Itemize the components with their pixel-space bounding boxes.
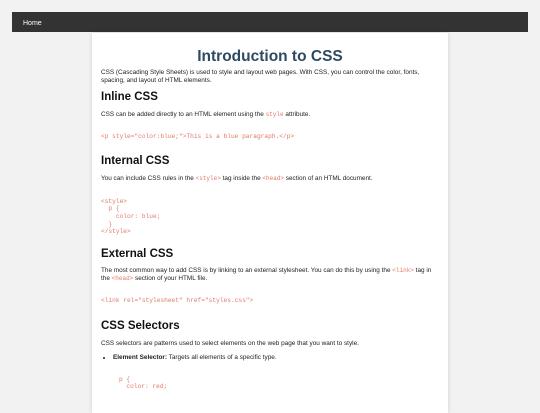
selectors-list xyxy=(101,354,439,362)
element-selector-label: Element Selector: xyxy=(113,354,167,362)
external-css-example: <link rel="stylesheet" href="styles.css"> xyxy=(101,297,254,305)
external-css-heading: External CSS xyxy=(101,247,174,260)
external-code-link: <link> xyxy=(392,266,414,274)
inline-css-example: <p style="color:blue;">This is a blue paragraph.</p> xyxy=(101,132,295,140)
inline-css-text: CSS can be added directly to an HTML element using the style attribute. xyxy=(101,110,311,118)
css-selectors-text: CSS selectors are patterns used to select elements on the web page that you want to style. xyxy=(101,339,359,347)
external-css-text: The most common way to add CSS is by linking to an external stylesheet. You can do this by using the <link> tag in the <head> section of your HTML file. xyxy=(101,266,432,283)
external-code-head: <head> xyxy=(111,275,134,283)
content-card xyxy=(92,33,448,413)
internal-code-style: <style> xyxy=(195,175,221,183)
page-title: Introduction to CSS xyxy=(197,48,343,65)
internal-css-example: <style> p { color: blue; } </style> xyxy=(101,197,161,236)
internal-code-head: <head> xyxy=(262,175,285,183)
inline-code-style: style xyxy=(265,110,284,118)
css-selectors-heading: CSS Selectors xyxy=(101,319,180,332)
internal-css-text: You can include CSS rules in the <style> tag inside the <head> section of an HTML document. xyxy=(101,175,373,183)
nav-home-link[interactable]: Home xyxy=(23,20,42,27)
list-item: • Element Selector: Targets all elements of a specific type. xyxy=(113,354,439,362)
top-nav-bar xyxy=(12,12,528,32)
internal-css-heading: Internal CSS xyxy=(101,155,170,168)
selectors-example: p { color: red; xyxy=(119,375,168,391)
intro-text: CSS (Cascading Style Sheets) is used to style and layout web pages. With CSS, you can control the color, fonts, spacing, and layout of HTML elements. xyxy=(101,69,420,85)
inline-css-heading: Inline CSS xyxy=(101,90,158,103)
